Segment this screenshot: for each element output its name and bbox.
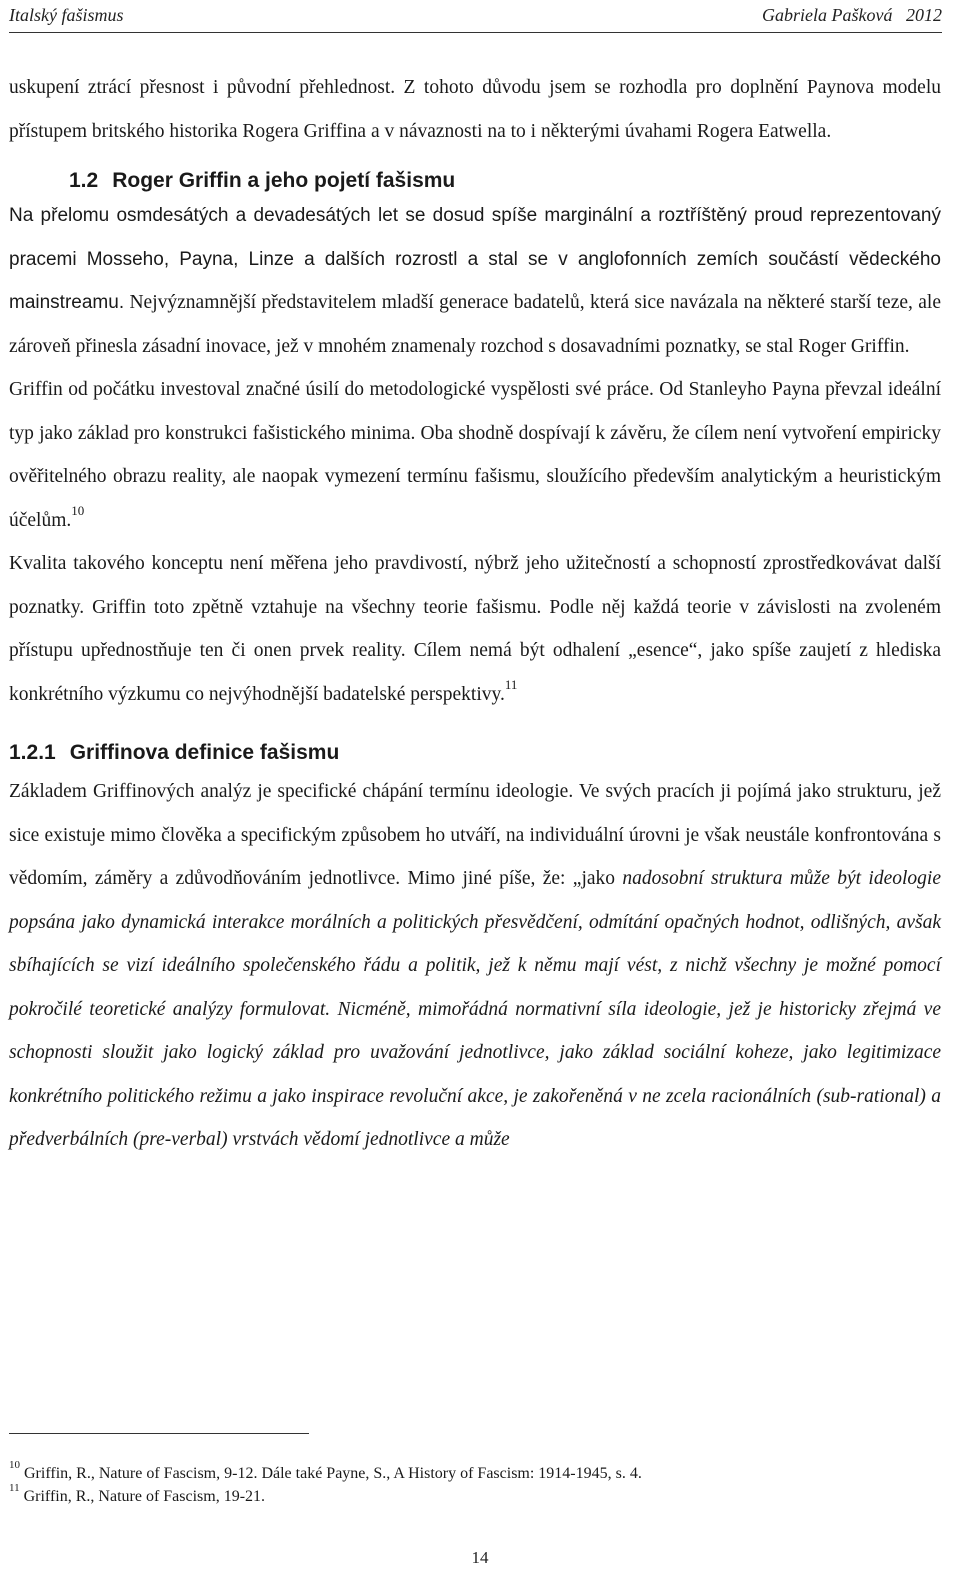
subsection-paragraph-1 <box>9 770 941 1162</box>
page-header <box>9 0 942 30</box>
section-paragraph-1-sans: Na přelomu osmdesátých a devadesátých let se dosud spíše marginální a roztříštěný proud reprezentovaný pracemi Mosseho, Payna, Linze a dalších rozrostl a stal se v anglofonních zemích součástí vědeckého mainstreamu. <box>9 205 941 313</box>
section-title: Roger Griffin a jeho pojetí fašismu <box>112 169 456 192</box>
section-heading <box>69 168 941 194</box>
section-paragraph-2-text: Griffin od počátku investoval značné úsilí do metodologické vyspělosti své práce. Od Stanleyho Payna převzal ideální typ jako základ pro konstrukci fašistického minima. Oba shodně dospívají k závěru, že cílem není vytvoření empiricky ověřitelného obrazu reality, ale naopak vymezení termínu fašismu, sloužícího především analytickým a heuristickým účelům. <box>9 379 941 531</box>
section-paragraph-3 <box>9 542 941 716</box>
subsection-paragraph-plain: Základem Griffinových analýz je specifické chápání termínu ideologie. Ve svých pracích ji pojímá jako strukturu, jež sice existuje mimo člověka a specifickým způsobem ho utváří, na individuální úrovni je však neustále konfrontována s vědomím, záměry a zdůvodňováním jednotlivce. Mimo jiné píše, že: „jako <box>9 781 941 889</box>
footnote-ref-10[interactable]: 10 <box>71 503 85 518</box>
subsection-title: Griffinova definice fašismu <box>69 741 340 764</box>
footnote-divider <box>9 1433 309 1434</box>
subsection-paragraph-quote-2: Nicméně, mimořádná normativní síla ideologie, jež je historicky zřejmá ve schopnosti sloužit jako logický základ pro uvažování jednotlivce, jako základ sociální koheze, jako legitimizace konkrétního politického režimu a jako inspirace revoluční akce, je zakořeněná v ne zcela racionálních (sub-rational) a předverbálních (pre-verbal) vrstvách vědomí jednotlivce a může <box>9 998 941 1150</box>
footnote-11 <box>9 1481 941 1508</box>
section-paragraph-1 <box>9 194 941 368</box>
footnote-10 <box>9 1458 941 1485</box>
footnote-text: Griffin, R., Nature of Fascism, 19-21. <box>23 1488 266 1505</box>
subsection-paragraph-quote-1: nadosobní struktura může být ideologie popsána jako dynamická interakce morálních a politických přesvědčení, odmítání opačných hodnot, odlišných, avšak sbíhajících se vizí ideálního společenského řádu a politik, jež k němu mají vést, z nichž všechny je možné pomocí pokročilé teoretické analýzy formulovat. <box>9 868 941 1020</box>
page-body <box>9 66 941 1162</box>
header-title: Italský fašismus <box>9 4 124 25</box>
page-number: 14 <box>471 1548 489 1567</box>
section-paragraph-2 <box>9 368 941 542</box>
header-divider <box>9 32 942 33</box>
footnote-text: Griffin, R., Nature of Fascism, 9-12. Dále také Payne, S., A History of Fascism: 1914-1945, s. 4. <box>24 1465 642 1482</box>
section-paragraph-3-text: Kvalita takového konceptu není měřena jeho pravdivostí, nýbrž jeho užitečností a schopností zprostředkovávat další poznatky. Griffin toto zpětně vztahuje na všechny teorie fašismu. Podle něj každá teorie v závislosti na zvoleném přístupu upřednostňuje ten či onen prvek reality. Cílem nemá být odhalení „esence“, jako spíše zaujetí z hlediska konkrétního výzkumu co nejvýhodnější badatelské perspektivy. <box>9 553 941 705</box>
header-author-year: Gabriela Pašková 2012 <box>762 4 942 25</box>
footnotes <box>9 1458 941 1508</box>
footnote-number: 10 <box>9 1458 20 1471</box>
subsection-number: 1.2.1 <box>9 741 56 764</box>
footnote-number: 11 <box>9 1481 20 1494</box>
section-paragraph-1-serif: Nejvýznamnější představitelem mladší generace badatelů, která sice navázala na některé starší teze, ale zároveň přinesla zásadní inovace, jež v mnohém znamenaly rozchod s dosavadními poznatky, se stal Roger Griffin. <box>9 292 941 357</box>
subsection-heading <box>9 740 941 766</box>
section-number: 1.2 <box>69 169 99 192</box>
footnote-ref-11[interactable]: 11 <box>504 677 518 692</box>
intro-paragraph: uskupení ztrácí přesnost i původní přehlednost. Z tohoto důvodu jsem se rozhodla pro doplnění Paynova modelu přístupem britského historika Rogera Griffina a v návaznosti na to i některými úvahami Rogera Eatwella. <box>9 77 941 142</box>
